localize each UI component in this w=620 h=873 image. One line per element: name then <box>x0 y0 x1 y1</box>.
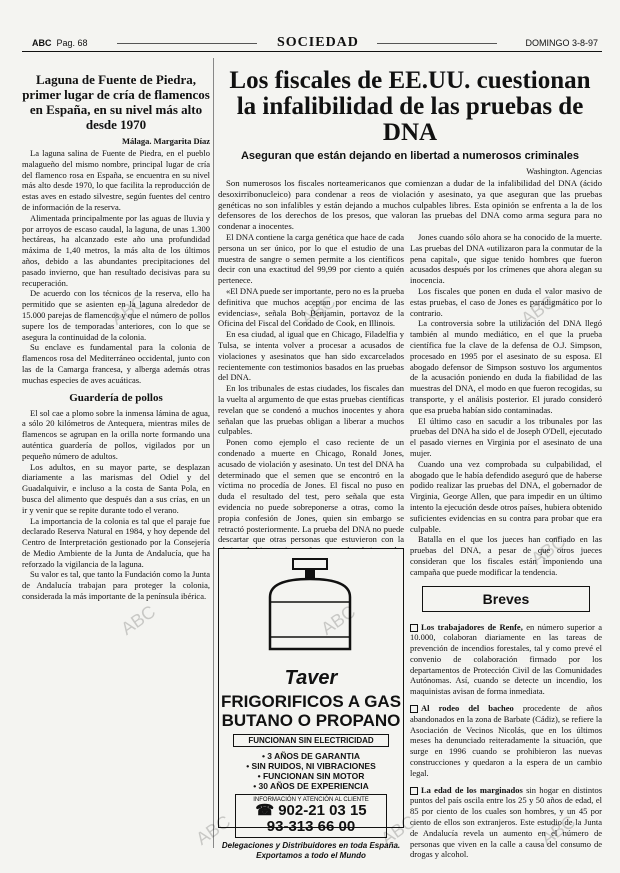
paper-page-label: ABC Pag. 68 <box>32 38 88 48</box>
ad-footer: Exportamos a todo el Mundo <box>256 851 366 860</box>
left-paragraph: Alimentada principalmente por las aguas de lluvia y por arroyos de escaso caudal, la laguna, de unas 1.300 hectáreas, ha alcanzado este año una profundidad máxima de 1,40 metros, la más alta de los últimos años, debido a las abundantes precipitaciones del pasado invierno, que han resultado decisivas para su recuperación. <box>22 212 210 288</box>
issue-date: DOMINGO 3-8-97 <box>525 38 598 48</box>
breve-lead: Al rodeo del bacheo <box>421 703 514 714</box>
ad-footer: Delegaciones y Distribuidores en toda España. <box>221 841 401 850</box>
main-paragraph: Los fiscales que ponen en duda el valor masivo de estas pruebas, el caso de Jones es paradigmático por lo contrario. <box>410 285 602 318</box>
watermark: ABC <box>107 291 150 329</box>
breve-lead: La edad de los marginados <box>421 784 523 795</box>
page-header <box>22 35 602 52</box>
ad-feature: • FUNCIONAN SIN MOTOR <box>257 771 365 781</box>
left-subhead: Guardería de pollos <box>69 391 163 404</box>
watermark: ABC <box>527 531 570 569</box>
main-paragraph: Batalla en el que los jueces han confiado en las pruebas del DNA, a pesar de que otros jueces consideran que los fiscales están imponiendo una campaña que puede modificar la tendencia. <box>410 534 602 577</box>
ad-phone: 93-313 66 00 <box>266 818 356 835</box>
left-paragraph: De acuerdo con los técnicos de la reserva, ello ha permitido que se asienten en la laguna alrededor de 15.000 parejas de flamencos y que el número de pollos supere los de temporadas anteriores, con lo que se asegura la continuidad de la colonia. <box>22 288 210 342</box>
gas-tank-icon <box>255 557 365 657</box>
main-paragraph: La controversia sobre la utilización del DNA llegó también al mundo mediático, en el que la prueba científica fue la clave de la defensa de O.J. Simpson, procesado en 1995 por el asesinato de su esposa. El abogado defensor de Simpson sostuvo los argumentos de la acusación poniendo en duda la fiabilidad de las muestras del DNA, el modo en que fueron recogidas, su transporte, y el análisis posterior. El jurado consideró que esa prueba habían sido contaminadas. <box>410 318 602 415</box>
ad-headline: FRIGORIFICOS A GAS BUTANO O PROPANO <box>220 692 402 730</box>
main-paragraph: El DNA contiene la carga genética que hace de cada persona un ser único, por lo que el estudio de una muestra de sangre o semen permite a los científicos decir con una exactitud del 99,99 por ciento a quién pertenece. <box>218 232 404 286</box>
ad-feature: • SIN RUIDOS, NI VIBRACIONES <box>246 761 376 771</box>
ad-phone: ☎ 902-21 03 15 <box>255 802 367 819</box>
ad-features <box>219 751 403 791</box>
watermark: ABC <box>192 811 235 849</box>
left-article <box>22 58 210 602</box>
bullet-square-icon <box>410 787 418 795</box>
ad-brand-logo: Taver <box>284 667 338 689</box>
main-article-head <box>218 58 602 232</box>
main-intro <box>218 178 602 232</box>
header-rule-left <box>117 43 257 44</box>
main-deck: Aseguran que están dejando en libertad a numerosos criminales <box>240 150 580 162</box>
left-paragraph: El sol cae a plomo sobre la inmensa lámina de agua, a sólo 20 kilómetros de Antequera, mientras miles de flamencos se agrupan en la orilla norte formando una auténtica guardería de pollos, vigilados por un pequeño número de adultos. <box>22 407 210 461</box>
main-column-1 <box>218 232 404 567</box>
breve-text: procedente de años abandonados en la zona de Barbate (Cádiz), se refiere la Asociación de Vecinos Nicolás, que en los últimos meses ha denunciado reiteradamente la situación, que surge en 1996 cuando se prohibieron las nuevas construcciones y quedaron a la espera de un cambio legal. <box>410 703 602 778</box>
breve-lead: Los trabajadores de Renfe, <box>421 621 523 632</box>
main-column-2 <box>410 232 602 866</box>
watermark: ABC <box>377 811 420 849</box>
left-byline: Málaga. Margarita Díaz <box>121 136 210 146</box>
breves-heading: Breves <box>422 586 590 612</box>
main-paragraph: Jones cuando sólo ahora se ha conocido de la muerte. Las pruebas del DNA «utilizaron para la conmutar de la pena capital», que sigue tenido hombres que fueron acusados después por los crímenes que ahora alegan su inocencia. <box>410 232 602 286</box>
bullet-square-icon <box>410 624 418 632</box>
header-rule-right <box>377 43 497 44</box>
main-paragraph: En los tribunales de estas ciudades, los fiscales dan la vuelta al argumento de que estas pruebas científicas revelan que se condenó a muchos inocentes y ahora señalan que las pruebas obligan a liberar a muchos culpables. <box>218 383 404 437</box>
watermark: ABC <box>297 291 340 329</box>
main-paragraph: Cuando una vez comprobada su culpabilidad, el abogado que le había defendido aseguró que de haberse podido realizar las pruebas del DNA, el gobernador de Virginia, George Allen, que para impedir en un último intento la ejecución desde otros países, hubiera obtenido suficientes evidencias en su contra para probar que era culpable. <box>410 458 602 534</box>
section-title: SOCIEDAD <box>277 35 359 50</box>
ad-info-label: INFORMACIÓN Y ATENCIÓN AL CLIENTE <box>253 797 369 803</box>
left-paragraph: La laguna salina de Fuente de Piedra, en el pueblo malagueño del mismo nombre, principal lugar de cría del flamenco rosa en España, se encuentra en su nivel más alto desde 1970, lo que facilita la reproducción de estas aves en estado silvestre, según fuentes del centro de información de la reserva. <box>22 148 210 212</box>
breve-item <box>410 703 602 779</box>
breve-text: sin hogar en distintos puntos del país oscila entre los 25 y 50 años de edad, el 85 por ciento de los cuales son hombres, y un 45 por ciento de ellos son extranjeros. Este estudio de la Junta de Andalucía revela un aumento en el número de personas que viven en la calle a causa del consumo de drogas y alcohol. <box>410 784 602 860</box>
watermark: ABC <box>517 291 560 329</box>
ad-feature: • 30 AÑOS DE EXPERIENCIA <box>253 781 369 791</box>
breve-item <box>410 622 602 698</box>
main-paragraph: El último caso en sacudir a los tribunales por las pruebas del DNA ha sido el de Joseph O'Dell, ejecutado el pasado viernes en Virginia por el asesinato de una mujer. <box>410 415 602 458</box>
column-divider <box>213 58 214 848</box>
ad-feature: • 3 AÑOS DE GARANTIA <box>261 751 361 761</box>
ad-phones <box>235 794 387 838</box>
left-paragraph: Su enclave es fundamental para la colonia de flamencos rosa del Mediterráneo occidental, junto con las de la Camarga francesa, y alberga además otras muchas especies de aves acuáticas. <box>22 342 210 385</box>
watermark: ABC <box>117 601 160 639</box>
main-headline: Los fiscales de EE.UU. cuestionan la infalibilidad de las pruebas de DNA <box>229 67 591 146</box>
left-paragraph: Su valor es tal, que tanto la Fundación como la Junta de Andalucía trabajan para proteger la colonia, considerada la más importante de la península ibérica. <box>22 569 210 602</box>
main-paragraph: Ponen como ejemplo el caso reciente de un condenado a muerte en Chicago, Ronald Jones, acusado de violación y asesinato. Un test del DNA ha determinado que el semen que se encontró en la víctima no procedía de Jones. El fiscal no puso en duda el resultado del test, pero señala que esta evidencia no puede sobreponerse a otras, como la propia confesión de Jones, quien sin embargo se retractó posteriormente. La prueba del DNA no puede descartar que otras personas que estuvieron con la <box>218 437 404 545</box>
breve-text: en número superior a 10.000, colaboran diariamente en las tareas de prevención de incendios forestales, tal y como prevé el convenio de colaboración firmado por los departamentos de Protección Civil de las Comunidades Autónomas. Así, cuando se detecte un incendio, los maquinistas avisan de forma inmediata. <box>410 621 602 697</box>
main-paragraph: En esa ciudad, al igual que en Chicago, Filadelfia y Tulsa, se intenta volver a procesar a acusados de violaciones y asesinatos que han sido excarcelados recientemente con testimonios basados en las pruebas del DNA. <box>218 329 404 383</box>
watermark: ABC <box>537 811 580 849</box>
main-paragraph: «El DNA puede ser importante, pero no es la prueba definitiva que muchos aceptan por encima de las evidencias», señala Bob Benjamin, portavoz de la Oficina del Fiscal del Condado de Cook, en Illinois. <box>218 285 404 329</box>
main-byline: Washington. Agencias <box>526 166 602 176</box>
main-intro-paragraph: Son numerosos los fiscales norteamericanos que comienzan a dudar de la infalibilidad del DNA (ácido desoxirribonucleico) para condenar a reos de violación y asesinato, ya que aseguran que las pruebas genéticas no son infalibles y están dejando a muchos culpables libres. Esta opinión se enfrenta a la de los defensores de los derechos de los presos, que valoran las pruebas del DNA como arma segura para no condenar a inocentes. <box>218 178 602 232</box>
bullet-square-icon <box>410 705 418 713</box>
breve-item <box>410 785 602 861</box>
phone-icon: ☎ <box>255 802 279 819</box>
left-headline: Laguna de Fuente de Piedra, primer lugar de cría de flamencos en España, en su nivel más alto desde 1970 <box>22 72 210 132</box>
ad-tagline: FUNCIONAN SIN ELECTRICIDAD <box>233 734 389 747</box>
left-paragraph: La importancia de la colonia es tal que el paraje fue declarado Reserva Natural en 1984, y hoy depende del Centro de Interpretación gestionado por la Consejería de Medio Ambiente de la Junta de Andalucía, que ha reforzado la vigilancia de la laguna. <box>22 515 210 569</box>
left-paragraph: Los adultos, en su mayor parte, se desplazan diariamente a las marismas del Odiel y del Guadalquivir, e incluso a la costa de Santa Pola, en busca del alimento que después dan a sus crías, en un ir y venir que se repite durante todo el verano. <box>22 461 210 515</box>
